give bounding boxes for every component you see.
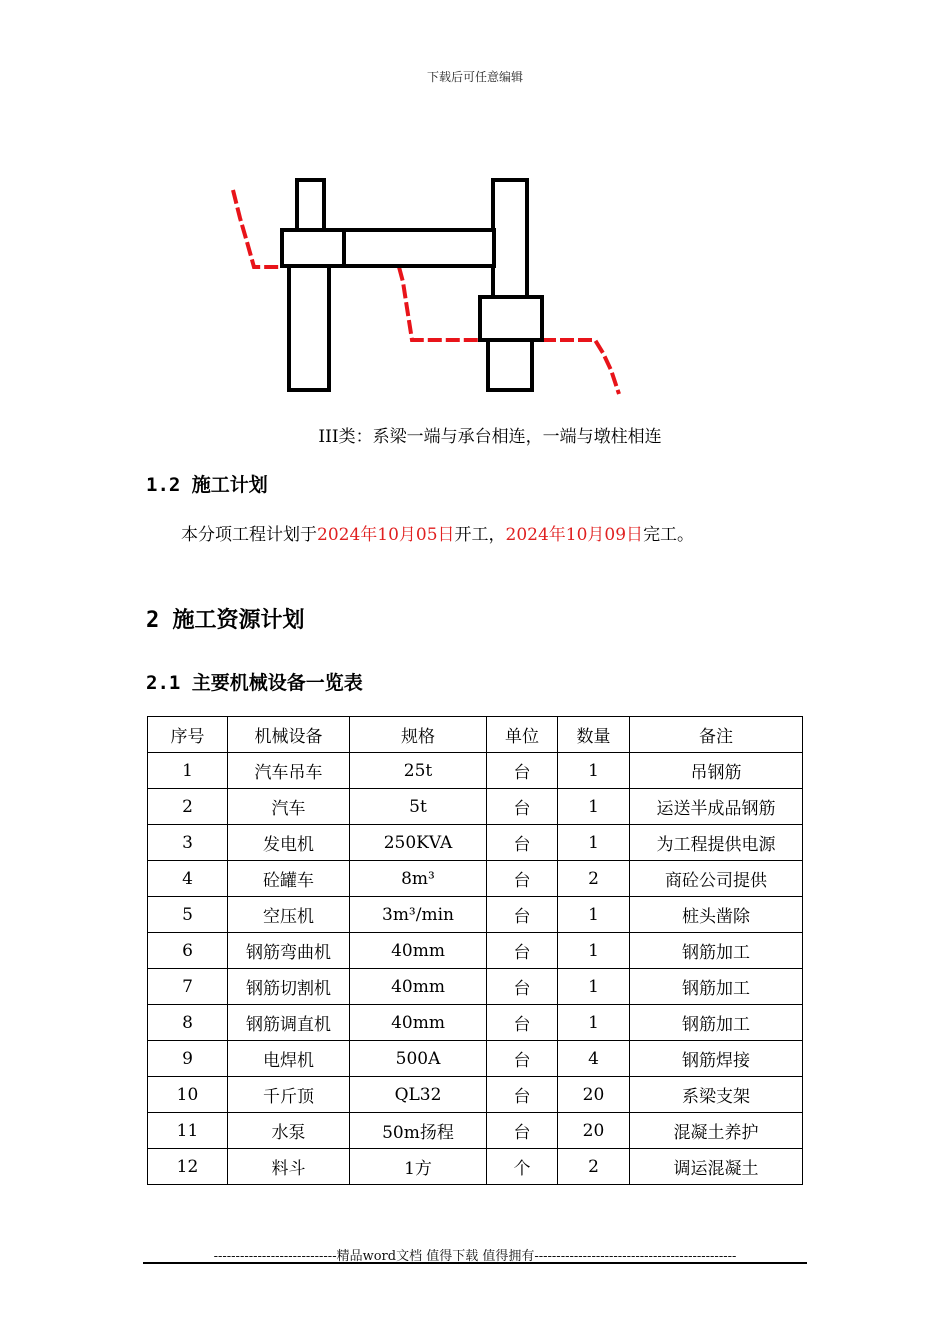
cell-remark: 运送半成品钢筋: [630, 789, 803, 825]
cell-unit: 台: [487, 1077, 558, 1113]
col-header-unit: 单位: [487, 717, 558, 753]
right-pile: [488, 340, 532, 390]
col-header-index: 序号: [148, 717, 228, 753]
cell-index: 7: [148, 969, 228, 1005]
figure-caption: III类：系梁一端与承台相连，一端与墩柱相连: [318, 427, 662, 447]
cell-remark: 混凝土养护: [630, 1113, 803, 1149]
cell-unit: 台: [487, 753, 558, 789]
cell-quantity: 1: [558, 789, 630, 825]
left-column-bottom: [289, 266, 329, 390]
cell-remark: 钢筋加工: [630, 1005, 803, 1041]
cell-spec: QL32: [350, 1077, 487, 1113]
equipment-table: [147, 716, 803, 1185]
cell-quantity: 2: [558, 861, 630, 897]
ground-line-right: [542, 340, 619, 394]
cell-equipment: 钢筋调直机: [228, 1005, 350, 1041]
left-pier-cap: [282, 230, 344, 266]
cell-unit: 台: [487, 789, 558, 825]
table-row: [148, 1149, 803, 1185]
cell-unit: 台: [487, 1041, 558, 1077]
structure-diagram: [220, 170, 640, 400]
table-row: [148, 1077, 803, 1113]
cell-index: 12: [148, 1149, 228, 1185]
cell-spec: 1方: [350, 1149, 487, 1185]
cell-spec: 25t: [350, 753, 487, 789]
cell-unit: 台: [487, 1113, 558, 1149]
section-1-2-heading: 1.2 施工计划: [146, 474, 268, 496]
table-row: [148, 1005, 803, 1041]
cell-index: 6: [148, 933, 228, 969]
schedule-text-before: 本分项工程计划于: [181, 525, 317, 545]
header-note: 下载后可任意编辑: [426, 70, 523, 84]
cell-equipment: 电焊机: [228, 1041, 350, 1077]
cell-equipment: 钢筋弯曲机: [228, 933, 350, 969]
cell-unit: 台: [487, 861, 558, 897]
cell-quantity: 4: [558, 1041, 630, 1077]
cell-unit: 台: [487, 969, 558, 1005]
cell-remark: 吊钢筋: [630, 753, 803, 789]
cell-quantity: 1: [558, 753, 630, 789]
cell-quantity: 2: [558, 1149, 630, 1185]
table-row: [148, 897, 803, 933]
cell-equipment: 发电机: [228, 825, 350, 861]
ground-line-middle: [399, 267, 482, 340]
cell-index: 5: [148, 897, 228, 933]
cell-spec: 8m³: [350, 861, 487, 897]
cell-equipment: 钢筋切割机: [228, 969, 350, 1005]
cell-unit: 台: [487, 897, 558, 933]
end-date: 2024年10月09日: [505, 525, 644, 545]
cell-spec: 500A: [350, 1041, 487, 1077]
cell-remark: 钢筋加工: [630, 933, 803, 969]
schedule-paragraph: [181, 520, 694, 545]
cell-index: 8: [148, 1005, 228, 1041]
table-row: [148, 933, 803, 969]
left-column-top: [297, 180, 324, 230]
cell-index: 10: [148, 1077, 228, 1113]
footer-text: ----------------------------精品word文档 值得下载 值得拥有----------------------------------------------: [213, 1249, 737, 1264]
cell-equipment: 千斤顶: [228, 1077, 350, 1113]
cell-quantity: 1: [558, 933, 630, 969]
section-2-1-heading: 2.1 主要机械设备一览表: [146, 672, 363, 694]
cell-spec: 50m扬程: [350, 1113, 487, 1149]
cell-remark: 调运混凝土: [630, 1149, 803, 1185]
cell-remark: 桩头凿除: [630, 897, 803, 933]
schedule-text-middle: 开工，: [454, 525, 506, 545]
col-header-spec: 规格: [350, 717, 487, 753]
cell-equipment: 汽车吊车: [228, 753, 350, 789]
cell-quantity: 20: [558, 1077, 630, 1113]
cell-quantity: 1: [558, 897, 630, 933]
cell-spec: 40mm: [350, 1005, 487, 1041]
cell-remark: 商砼公司提供: [630, 861, 803, 897]
cell-index: 9: [148, 1041, 228, 1077]
right-pile-cap: [480, 297, 542, 340]
col-header-equipment: 机械设备: [228, 717, 350, 753]
cell-spec: 250KVA: [350, 825, 487, 861]
table-header-row: [148, 717, 803, 753]
col-header-remark: 备注: [630, 717, 803, 753]
section-2-heading: 2 施工资源计划: [146, 608, 305, 633]
cell-index: 2: [148, 789, 228, 825]
right-column: [493, 180, 527, 298]
tie-beam: [344, 230, 494, 266]
schedule-text-after: 完工。: [643, 525, 695, 545]
cell-equipment: 水泵: [228, 1113, 350, 1149]
table-row: [148, 825, 803, 861]
cell-remark: 钢筋加工: [630, 969, 803, 1005]
table-row: [148, 1113, 803, 1149]
cell-quantity: 1: [558, 1005, 630, 1041]
cell-equipment: 空压机: [228, 897, 350, 933]
footer-divider: [143, 1262, 807, 1264]
cell-equipment: 砼罐车: [228, 861, 350, 897]
cell-index: 11: [148, 1113, 228, 1149]
cell-spec: 3m³/min: [350, 897, 487, 933]
cell-unit: 台: [487, 825, 558, 861]
cell-index: 4: [148, 861, 228, 897]
cell-remark: 系梁支架: [630, 1077, 803, 1113]
cell-spec: 40mm: [350, 933, 487, 969]
table-row: [148, 789, 803, 825]
cell-unit: 台: [487, 1005, 558, 1041]
cell-equipment: 汽车: [228, 789, 350, 825]
table-row: [148, 753, 803, 789]
table-row: [148, 1041, 803, 1077]
cell-index: 3: [148, 825, 228, 861]
cell-unit: 个: [487, 1149, 558, 1185]
ground-line-left: [233, 190, 282, 267]
cell-quantity: 1: [558, 825, 630, 861]
cell-quantity: 1: [558, 969, 630, 1005]
cell-remark: 为工程提供电源: [630, 825, 803, 861]
col-header-quantity: 数量: [558, 717, 630, 753]
cell-equipment: 料斗: [228, 1149, 350, 1185]
table-row: [148, 861, 803, 897]
cell-remark: 钢筋焊接: [630, 1041, 803, 1077]
start-date: 2024年10月05日: [317, 525, 455, 545]
table-row: [148, 969, 803, 1005]
cell-spec: 5t: [350, 789, 487, 825]
cell-spec: 40mm: [350, 969, 487, 1005]
cell-unit: 台: [487, 933, 558, 969]
cell-index: 1: [148, 753, 228, 789]
cell-quantity: 20: [558, 1113, 630, 1149]
